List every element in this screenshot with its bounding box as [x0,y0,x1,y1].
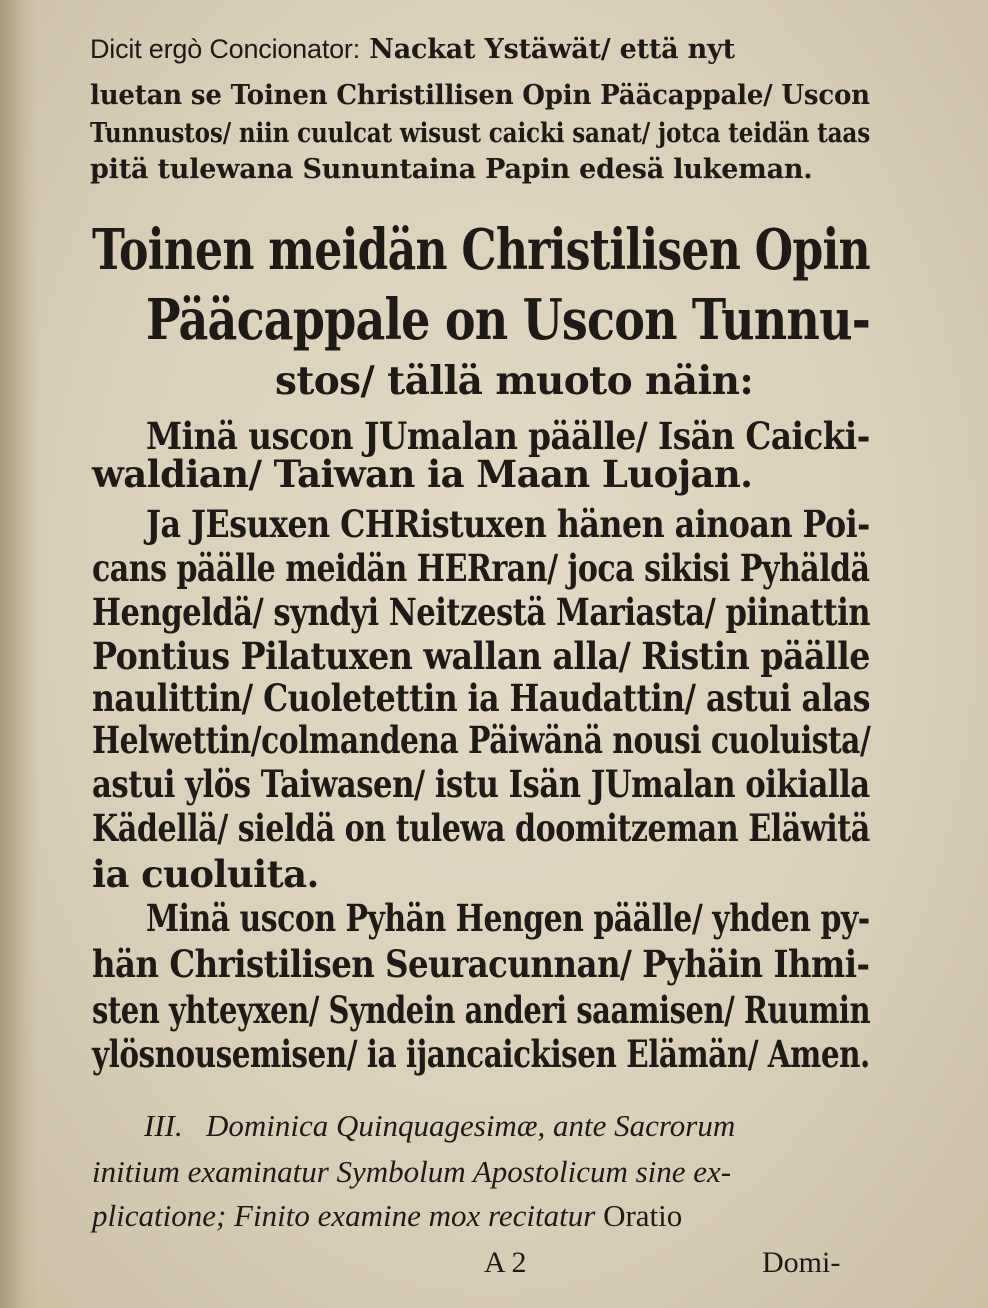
creed-line-5: Hengeldä/ syndyi Neitzestä Mariasta/ piinattin [92,590,871,634]
creed-line-7: naulittin/ Cuoletettin ia Haudattin/ astui alas [92,676,871,720]
intro-latin-text: Dicit ergò Concionator: [90,34,361,64]
intro-line-1-rest: Nackat Ystäwät/ että nyt [369,34,735,65]
creed-line-14: sten yhteyxen/ Syndein anderi saamisen/ Ruumin [92,988,871,1032]
heading-line-1: Toinen meidän Christilisen Opin [92,217,870,283]
creed-line-9: astui ylös Taiwasen/ istu Isän JUmalan oikialla [92,762,870,806]
rubric-line-3-upright: Oratio [603,1198,683,1233]
signature-mark: A 2 [484,1246,527,1279]
creed-line-2: waldian/ Taiwan ia Maan Luojan. [92,452,753,496]
rubric-line-3 [92,1200,682,1231]
rubric-line-1-text: Dominica Quinquagesimæ, ante Sacrorum [205,1108,736,1143]
creed-line-4: cans päälle meidän HERran/ joca sikisi Pyhäldä [92,546,870,590]
creed-line-15: ylösnousemisen/ ia ijancaickisen Elämän/ Amen. [92,1032,870,1076]
creed-line-10: Kädellä/ sieldä on tulewa doomitzeman Eläwitä [92,806,870,850]
intro-line-2: luetan se Toinen Christillisen Opin Pääcappale/ Uscon [90,80,870,111]
creed-line-12: Minä uscon Pyhän Hengen päälle/ yhden py- [146,896,870,940]
creed-line-8: Helwettin/colmandena Päiwänä nousi cuoluista/ [92,718,871,762]
rubric-line-2: initium examinatur Symbolum Apostolicum sine ex- [92,1154,732,1189]
creed-line-1: Minä uscon JUmalan päälle/ Isän Caicki- [146,414,870,458]
rubric-number: III. [144,1108,183,1143]
intro-line-3: Tunnustos/ niin cuulcat wisust caicki sanat/ jotca teidän taas [90,118,871,149]
rubric-line-3-italic: plicatione; Finito examine mox recitatur [92,1198,596,1233]
heading-line-3: stos/ tällä muoto näin: [275,358,754,404]
intro-line-1 [90,36,735,63]
intro-line-4: pitä tulewana Sununtaina Papin edesä lukeman. [90,154,813,185]
catchword: Domi- [762,1246,841,1279]
rubric-line-1 [144,1110,735,1141]
creed-line-11: ia cuoluita. [92,852,319,896]
heading-line-2: Pääcappale on Uscon Tunnu- [146,287,871,353]
page-gutter-shadow [0,0,38,1308]
creed-line-13: hän Christilisen Seuracunnan/ Pyhäin Ihmi- [92,942,870,986]
creed-line-3: Ja JEsuxen CHRistuxen hänen ainoan Poi- [146,502,870,546]
creed-line-6: Pontius Pilatuxen wallan alla/ Ristin päälle [92,634,870,678]
